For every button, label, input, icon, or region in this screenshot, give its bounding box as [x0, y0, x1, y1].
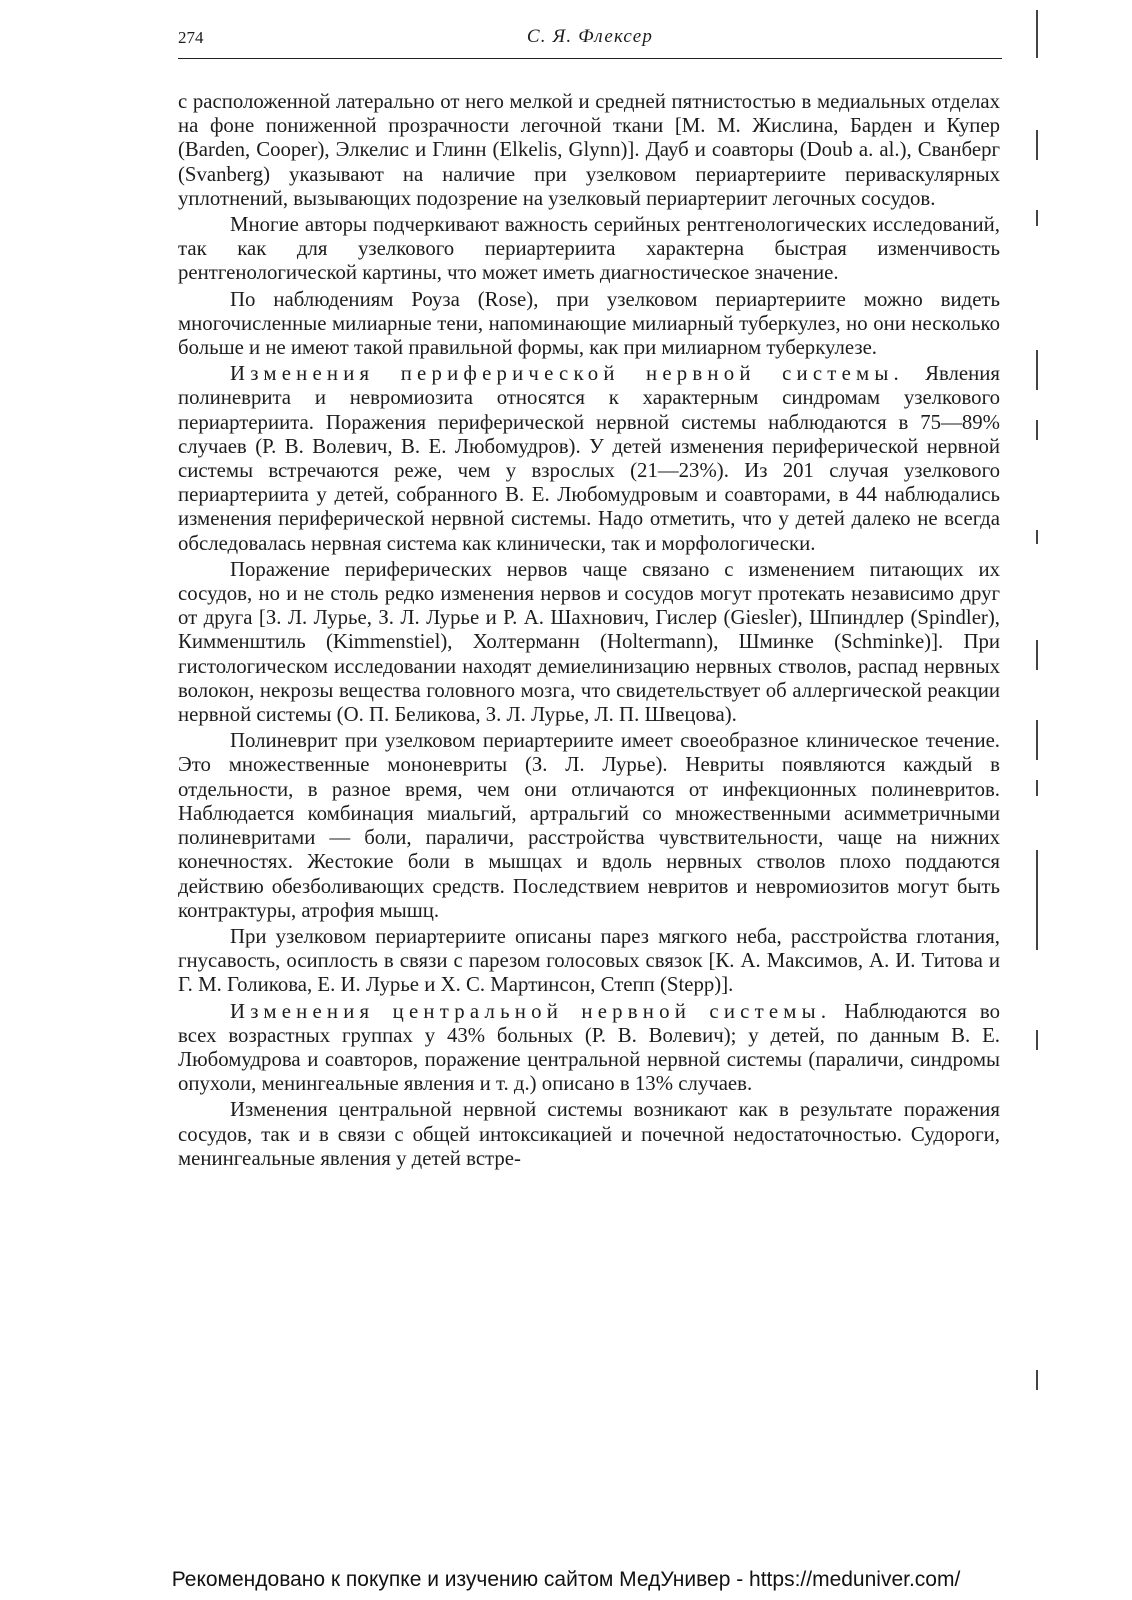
paragraph: При узелковом периартериите описаны парез мягкого неба, расстройства глотания, гнусавость, осиплость в связи с парезом голосовых связок [К. А. Максимов, А. И. Титова и Г. М. Голикова, Е. И. Лурье и Х. С. Мартинсон, Степп (Stepp)]. — [178, 924, 1000, 997]
section-paragraph: Изменения периферической нервной системы. Явления полиневрита и невромиозита относятся к характерным синдромам узелкового периартериита. Поражения периферической нервной системы наблюдаются в 75—89% случаев (Р. В. Волевич, В. Е. Любомудров). У детей изменения периферической нервной системы встречаются реже, чем у взрослых (21—23%). Из 201 случая узелкового периартериита у детей, собранного В. Е. Любомудровым и соавторами, в 44 наблюдались изменения периферической нервной системы. Надо отметить, что у детей далеко не всегда обследовалась нервная система как клинически, так и морфологически. — [178, 362, 1000, 555]
watermark-footer: Рекомендовано к покупке и изучению сайтом МедУнивер - https://meduniver.com/ — [171, 1568, 961, 1591]
running-head: С. Я. Флексер — [526, 26, 654, 47]
section-heading: Изменения центральной нервной системы. — [230, 999, 832, 1023]
page-number: 274 — [178, 28, 204, 47]
section-paragraph: Изменения центральной нервной системы. Наблюдаются во всех возрастных группах у 43% больных (Р. В. Волевич); у детей, по данным В. Е. Любомудрова и соавторов, поражение центральной нервной системы (параличи, синдромы опухоли, менингеальные явления и т. д.) описано в 13% случаев. — [178, 999, 1001, 1096]
paragraph: Поражение периферических нервов чаще связано с изменением питающих их сосудов, но и не столь редко изменения нервов и сосудов могут протекать независимо друг от друга [З. Л. Лурье, З. Л. Лурье и Р. А. Шахнович, Гислер (Giesler), Шпиндлер (Spindler), Кимменштиль (Kimmenstiel), Холтерманн (Holtermann), Шминке (Schminke)]. При гистологическом исследовании находят демиелинизацию нервных стволов, распад нервных волокон, некрозы вещества головного мозга, что свидетельствует об аллергической реакции нервной системы (О. П. Беликова, З. Л. Лурье, Л. П. Швецова). — [178, 557, 1000, 727]
paragraph: Многие авторы подчеркивают важность серийных рентгенологических исследований, так как для узелкового периартериита характерна быстрая изменчивость рентгенологической картины, что может иметь диагностическое значение. — [178, 213, 1000, 285]
section-heading: Изменения периферической нервной системы. — [230, 362, 904, 386]
body-text — [178, 90, 1000, 1173]
paragraph: с расположенной латерально от него мелкой и средней пятнистостью в медиальных отделах на фоне пониженной прозрачности легочной ткани [М. М. Жислина, Барден и Купер (Barden, Cooper), Элкелис и Глинн (Elkelis, Glynn)]. Дауб и соавторы (Doub a. al.), Сванберг (Svanberg) указывают на наличие при узелковом периартериите периваскулярных уплотнений, вызывающих подозрение на узелковый периартериит легочных сосудов. — [178, 90, 1000, 210]
page-header — [178, 24, 1002, 59]
paragraph: По наблюдениям Роуза (Rose), при узелковом периартериите можно видеть многочисленные милиарные тени, напоминающие милиарный туберкулез, но они несколько больше и не имеют такой правильной формы, как при милиарном туберкулезе. — [178, 287, 1000, 360]
paragraph: Полиневрит при узелковом периартериите имеет своеобразное клиническое течение. Это множественные мононевриты (З. Л. Лурье). Невриты появляются каждый в отдельности, в разное время, чем они отличаются от инфекционных полиневритов. Наблюдается комбинация миальгий, артральгий со множественными асимметричными полиневритами — боли, параличи, расстройства чувствительности, чаще на нижних конечностях. Жестокие боли в мышцах и вдоль нервных стволов плохо поддаются действию обезболивающих средств. Последствием невритов и невромиозитов могут быть контрактуры, атрофия мышц. — [178, 729, 1000, 922]
paragraph: Изменения центральной нервной системы возникают как в результате поражения сосудов, так и в связи с общей интоксикацией и почечной недостаточностью. Судороги, менингеальные явления у детей встре- — [178, 1098, 1000, 1170]
scan-margin-artifacts — [1030, 0, 1044, 1600]
